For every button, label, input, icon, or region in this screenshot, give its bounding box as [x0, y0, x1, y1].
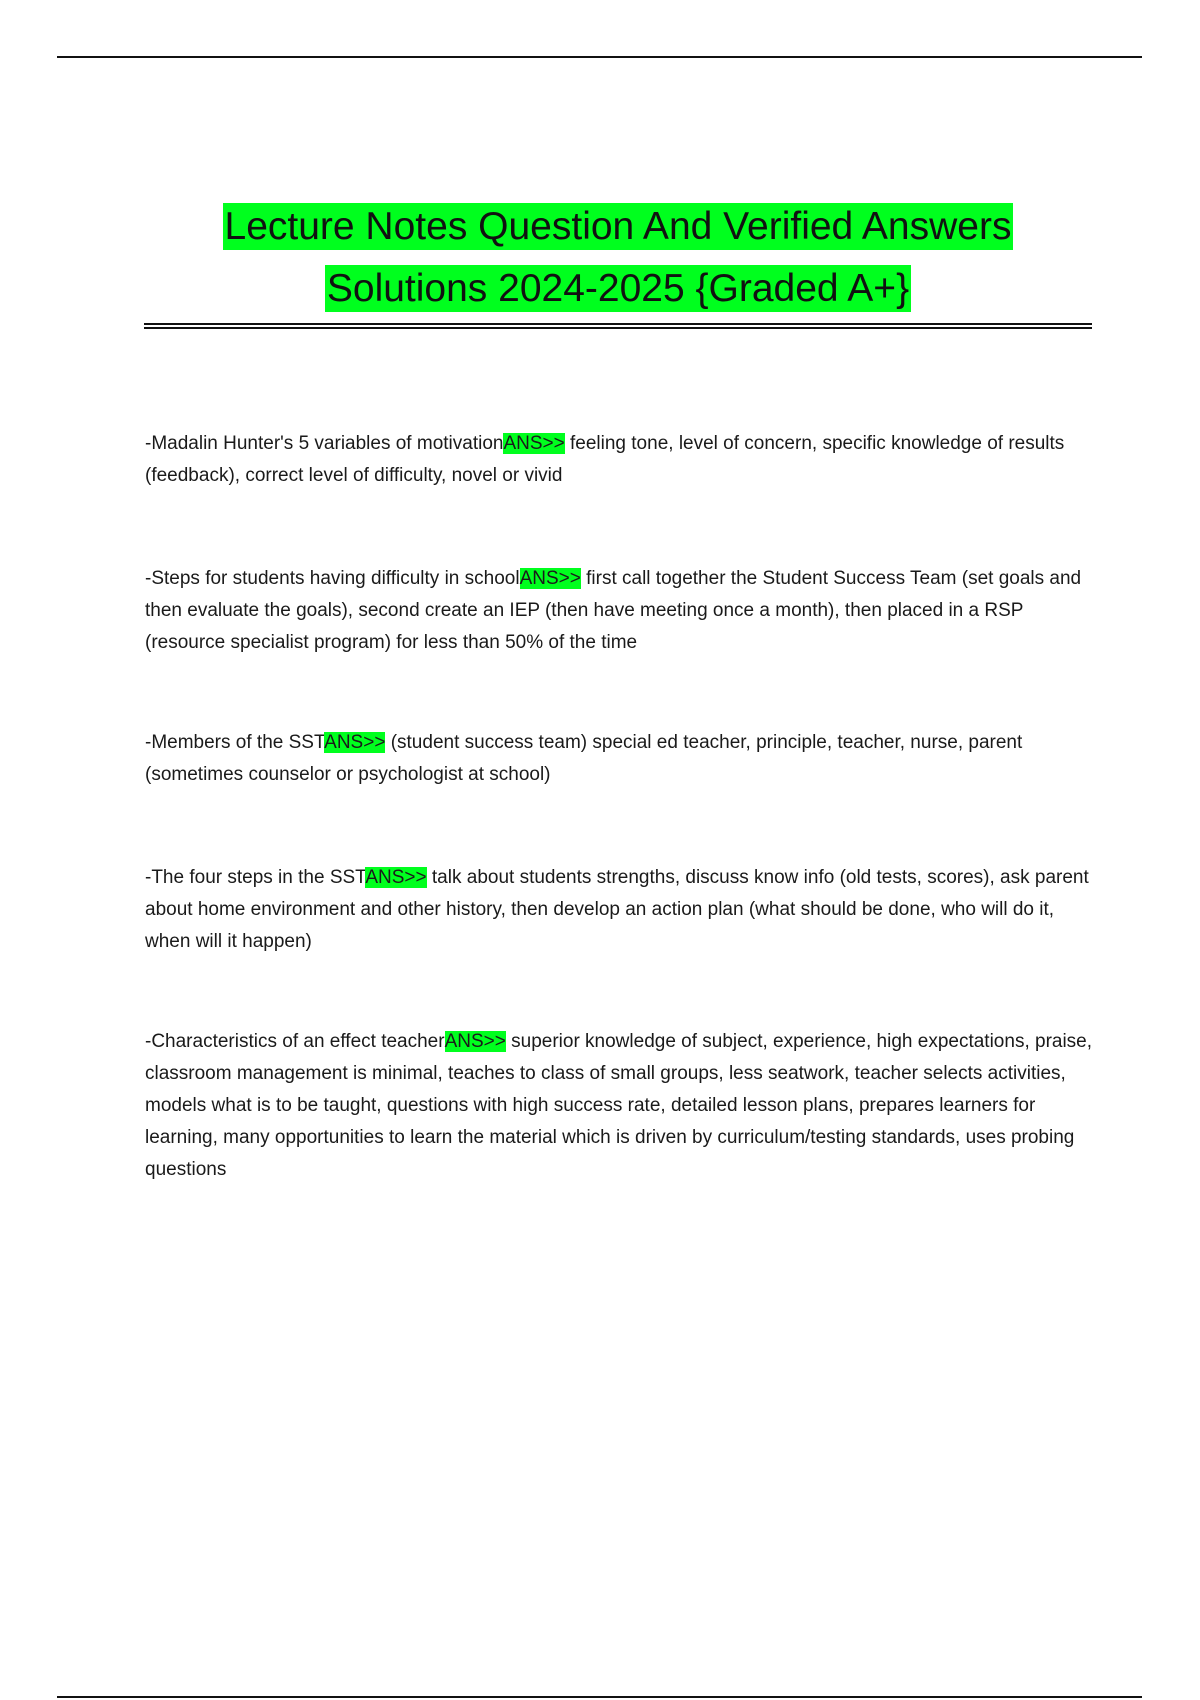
- answer-text: superior knowledge of subject, experience, high expectations, praise, classroom management is minimal, teaches to class of small groups, less seatwork, teacher selects activities, models what is to be taught, questions with high success rate, detailed lesson plans, prepares learners for learning, many opportunities to learn the material which is driven by curriculum/testing standards, uses probing questions: [145, 1031, 1093, 1180]
- answer-marker: ANS>>: [519, 568, 581, 589]
- title-line-2: Solutions 2024-2025 {Graded A+}: [326, 267, 910, 310]
- answer-text: first call together the Student Success Team (set goals and then evaluate the goals), second create an IEP (then have meeting once a month), then placed in a RSP (resource specialist program) for less than 50% of the time: [145, 568, 1082, 653]
- question-text: -Steps for students having difficulty in school: [145, 568, 520, 589]
- answer-marker: ANS>>: [503, 433, 565, 454]
- answer-text: (student success team) special ed teacher, principle, teacher, nurse, parent (sometimes counselor or psychologist at school): [145, 732, 1023, 785]
- question-text: -Members of the SST: [145, 732, 325, 753]
- answer-marker: ANS>>: [444, 1031, 506, 1052]
- qa-item-3: [145, 727, 1095, 791]
- question-text: -The four steps in the SST: [145, 867, 366, 888]
- answer-text: talk about students strengths, discuss know info (old tests, scores), ask parent about home environment and other history, then develop an action plan (what should be done, who will do it, when will it happen): [145, 867, 1089, 952]
- qa-item-2: [145, 563, 1095, 659]
- page-bottom-rule: [57, 1696, 1142, 1698]
- question-text: -Characteristics of an effect teacher: [145, 1031, 445, 1052]
- qa-item-4: [145, 862, 1095, 958]
- qa-item-5: [145, 1026, 1095, 1186]
- question-text: -Madalin Hunter's 5 variables of motivation: [145, 433, 504, 454]
- title-line-1: Lecture Notes Question And Verified Answers: [224, 205, 1012, 248]
- answer-marker: ANS>>: [365, 867, 427, 888]
- page-top-rule: [57, 56, 1142, 58]
- title-double-rule: [144, 323, 1092, 329]
- answer-text: feeling tone, level of concern, specific knowledge of results (feedback), correct level of difficulty, novel or vivid: [145, 433, 1065, 486]
- answer-marker: ANS>>: [324, 732, 386, 753]
- document-title: [0, 196, 1200, 320]
- qa-item-1: [145, 428, 1095, 492]
